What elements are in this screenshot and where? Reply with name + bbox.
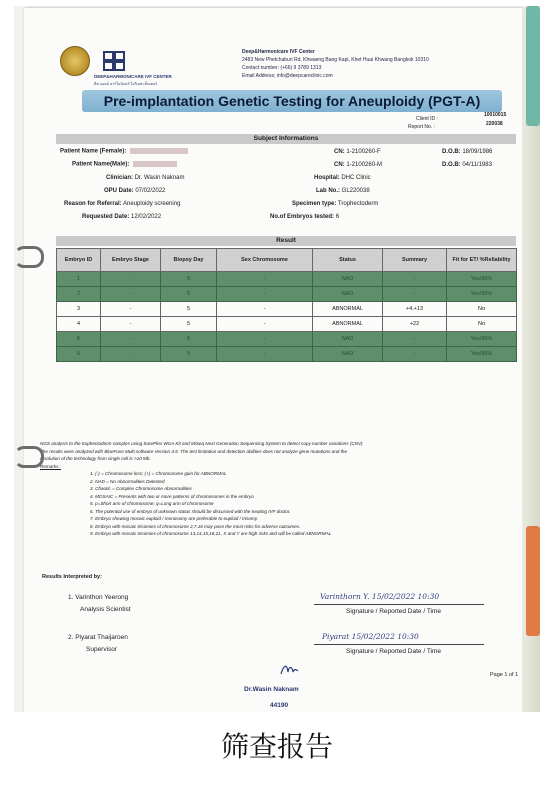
remark-item: 2. NAD = No Abnormalities Detected (90, 478, 165, 484)
doctor-license-no: 44190 (270, 702, 289, 709)
cell-fit: No (447, 302, 517, 317)
cell-fit: Yes/95% (447, 287, 517, 302)
person1-role: Analysis Scientist (80, 606, 131, 613)
cn-female-row (334, 149, 381, 155)
report-no-label: Report No. : (408, 124, 435, 130)
cell-sex: - (217, 287, 313, 302)
remark-item: 1. (-) = Chromosome loss; (+) = Chromosome gain for ABNORMAL (90, 471, 227, 476)
clinic-address-block (242, 48, 429, 80)
cell-status: NAD (313, 287, 383, 302)
person1-name: 1. Varinthon Yeerong (68, 594, 129, 601)
cell-summary: - (383, 272, 447, 287)
file-folder-edge (522, 6, 540, 712)
hospital: DHC Clinic (341, 175, 371, 181)
cell-summary: - (383, 287, 447, 302)
cell-status: NAD (313, 347, 383, 362)
cell-stage: - (101, 317, 161, 332)
gold-seal-logo (60, 46, 90, 76)
cell-fit: No (447, 317, 517, 332)
cell-summary: +22 (383, 317, 447, 332)
cell-sex: - (217, 302, 313, 317)
result-heading: Result (56, 236, 516, 246)
cell-sex: - (217, 317, 313, 332)
cn-label: CN: (334, 149, 345, 155)
cn-label: CN: (334, 162, 345, 168)
cell-biopsy-day: 5 (161, 317, 217, 332)
cell-embryo-id: 3 (57, 302, 101, 317)
report-sheet (24, 8, 524, 712)
opu-label: OPU Date: (104, 188, 134, 194)
person2-name: 2. Piyarat Thaijaroen (68, 634, 128, 641)
notes-intro-1: NGS analysis to the trophectoderm samples using SurePlex WGA Kit and MiSeq Next Generation Sequencing System to detect copy number variations (CNV) (40, 441, 363, 446)
remark-item: 7. Embryo showing mosaic euploid / monosomy are preferable to euploid / trisomy. (90, 516, 258, 521)
report-title: Pre-implantation Genetic Testing for Aneuploidy (PGT-A) (82, 90, 502, 112)
notes-intro-3: resolution of the technology from single cell is >10 Mb. (40, 456, 151, 461)
report-no: 220038 (486, 121, 503, 127)
clinician-row (106, 175, 184, 181)
cell-status: ABNORMAL (313, 302, 383, 317)
clinic-logo-icon (100, 48, 128, 74)
cell-summary: - (383, 332, 447, 347)
cell-sex: - (217, 347, 313, 362)
center-address: 2483 New Phetchaburi Rd, Khwaeng Bang Kapi, Khet Huai Khwang Bangkok 10310 (242, 57, 429, 63)
dob-label: D.O.B: (442, 149, 461, 155)
patient-male-label: Patient Name(Male): (72, 161, 130, 168)
cell-embryo-id: 1 (57, 272, 101, 287)
result-header-row (57, 249, 517, 272)
cell-stage: - (101, 302, 161, 317)
table-row (57, 302, 517, 317)
cell-embryo-id: 5 (57, 332, 101, 347)
cell-biopsy-day: 5 (161, 347, 217, 362)
cell-biopsy-day: 5 (161, 287, 217, 302)
remarks-label: Remarks : (40, 463, 61, 469)
cell-biopsy-day: 5 (161, 332, 217, 347)
cell-status: NAD (313, 332, 383, 347)
signature-label: Signature / Reported Date / Time (346, 608, 442, 615)
center-email: Email Address; info@deepcareclinic.com (242, 73, 333, 79)
signature-line (314, 644, 484, 645)
cn-female: 1-2100260-F (346, 149, 381, 155)
dob-label: D.O.B: (442, 162, 461, 168)
cell-fit: Yes/95% (447, 272, 517, 287)
subject-heading: Subject Informations (56, 134, 516, 144)
table-row (57, 332, 517, 347)
clinician: Dr. Wasin Naknam (134, 175, 185, 181)
notes-intro-2: The results were analyzed with BlueFuse Multi software Version 4.5. The test limitation and detection abilities does not analyze gene mutations and the (40, 448, 348, 454)
col-biopsy-day: Biopsy Day (161, 249, 217, 272)
document-photo (14, 6, 540, 712)
embryos-label: No.of Embryos tested: (270, 214, 335, 220)
screening-report-caption: 筛查报告 (220, 730, 333, 763)
col-sex-chromosome: Sex Chromosome (217, 249, 313, 272)
clinician-label: Clinician: (106, 175, 134, 181)
remark-item: 5. p=Short arm of chromosome; q=Long arm of chromosome (90, 501, 214, 506)
cell-embryo-id: 4 (57, 317, 101, 332)
folder-tab-orange (526, 526, 540, 636)
table-row (57, 317, 517, 332)
cell-fit: Yes/95% (447, 347, 517, 362)
cell-summary: - (383, 347, 447, 362)
cell-stage: - (101, 347, 161, 362)
doctor-signature-scribble-icon (278, 660, 300, 678)
col-fit-for-et: Fit for ET/ %Reliability (447, 249, 517, 272)
client-id: 10010015 (484, 112, 507, 118)
remark-item: 4. MOSAIC = Presents with two or more patterns of chromosomes in the embryo (90, 493, 254, 499)
folder-tab-teal (526, 6, 540, 126)
doctor-name-stamp: Dr.Wasin Naknam (244, 686, 299, 693)
notes-block (40, 440, 510, 538)
cell-summary: +4,+13 (383, 302, 447, 317)
opu-row (104, 188, 165, 194)
hospital-row (314, 175, 371, 181)
referral-label: Reason for Referral: (64, 201, 122, 207)
brand-thai-name: ดีพ แอนด์ ฮาร์โมนิแคร์ ไอวีเอฟ เซ็นเตอร์ (94, 82, 158, 86)
col-summary: Summary (383, 249, 447, 272)
specimen: Trophectoderm (337, 201, 379, 207)
lab-label: Lab No.: (316, 188, 340, 194)
cell-fit: Yes/95% (447, 332, 517, 347)
page-number: Page 1 of 1 (490, 672, 519, 678)
cell-embryo-id: 6 (57, 347, 101, 362)
cell-stage: - (101, 272, 161, 287)
interpreted-heading: Results Interpreted by: (42, 574, 102, 580)
person2-signature: Piyarat 15/02/2022 10:30 (322, 632, 419, 641)
center-contact: Contact number: (+66) 9 3789 1313 (242, 65, 322, 71)
cell-stage: - (101, 287, 161, 302)
col-embryo-stage: Embryo Stage (101, 249, 161, 272)
cell-embryo-id: 2 (57, 287, 101, 302)
signature-line (314, 604, 484, 605)
requested-date: 12/02/2022 (131, 214, 162, 220)
table-row (57, 272, 517, 287)
center-name: Deep&Harmonicare IVF Center (242, 49, 315, 55)
patient-male-row (72, 161, 177, 168)
table-row (57, 347, 517, 362)
cell-biopsy-day: 5 (161, 272, 217, 287)
cell-sex: - (217, 332, 313, 347)
remark-item: 6. The potential use of embryo of unknown status should be discussed with the treating IVF doctor. (90, 508, 291, 514)
table-row (57, 287, 517, 302)
lab-no: GL220038 (341, 188, 370, 194)
dob-male-row (442, 162, 492, 168)
specimen-label: Specimen type: (292, 201, 337, 207)
specimen-row (292, 201, 378, 207)
person1-signature: Varinthorn Y. 15/02/2022 10:30 (320, 592, 440, 601)
client-id-label: Client ID : (416, 116, 438, 122)
referral: Aneuploidy screening (123, 201, 181, 207)
dob-female-row (442, 149, 492, 155)
cn-male: 1-2100260-M (346, 162, 383, 168)
cell-sex: - (217, 272, 313, 287)
embryos-row (270, 214, 339, 220)
referral-row (64, 201, 180, 207)
binder-ring (14, 446, 44, 468)
signature-label: Signature / Reported Date / Time (346, 648, 442, 655)
cell-status: NAD (313, 272, 383, 287)
opu-date: 07/02/2022 (135, 188, 166, 194)
cell-biopsy-day: 5 (161, 302, 217, 317)
redacted-name (130, 148, 188, 154)
brand-name: DEEP&HARMONICARE IVF CENTER (94, 74, 172, 79)
dob-male: 04/11/1983 (462, 162, 492, 168)
requested-label: Requested Date: (82, 214, 130, 220)
requested-row (82, 214, 161, 220)
col-status: Status (313, 249, 383, 272)
col-embryo-id: Embryo ID (57, 249, 101, 272)
patient-female-label: Patient Name (Female): (60, 148, 127, 155)
embryos-count: 6 (335, 214, 340, 220)
redacted-name (133, 161, 177, 167)
lab-row (316, 188, 370, 194)
remark-item: 3. Chaotic = Complex Chromosome Abnormalities (90, 486, 192, 491)
remark-item: 9. Embryo with mosaic trisomies of chromosome 13,14,15,18,21, X and Y are high risks and will be called ABNORMAL (90, 531, 332, 536)
remark-item: 8. Embryo with mosaic trisomies of chromosome 2,7,16 may pose the most risks for adverse outcomes. (90, 523, 301, 529)
dob-female: 18/09/1986 (462, 149, 493, 155)
patient-female-row (60, 148, 188, 155)
person2-role: Supervisor (86, 646, 118, 653)
cn-male-row (334, 162, 382, 168)
cell-stage: - (101, 332, 161, 347)
binder-ring (14, 246, 44, 268)
result-table (56, 248, 517, 362)
cell-status: ABNORMAL (313, 317, 383, 332)
hospital-label: Hospital: (314, 175, 340, 181)
